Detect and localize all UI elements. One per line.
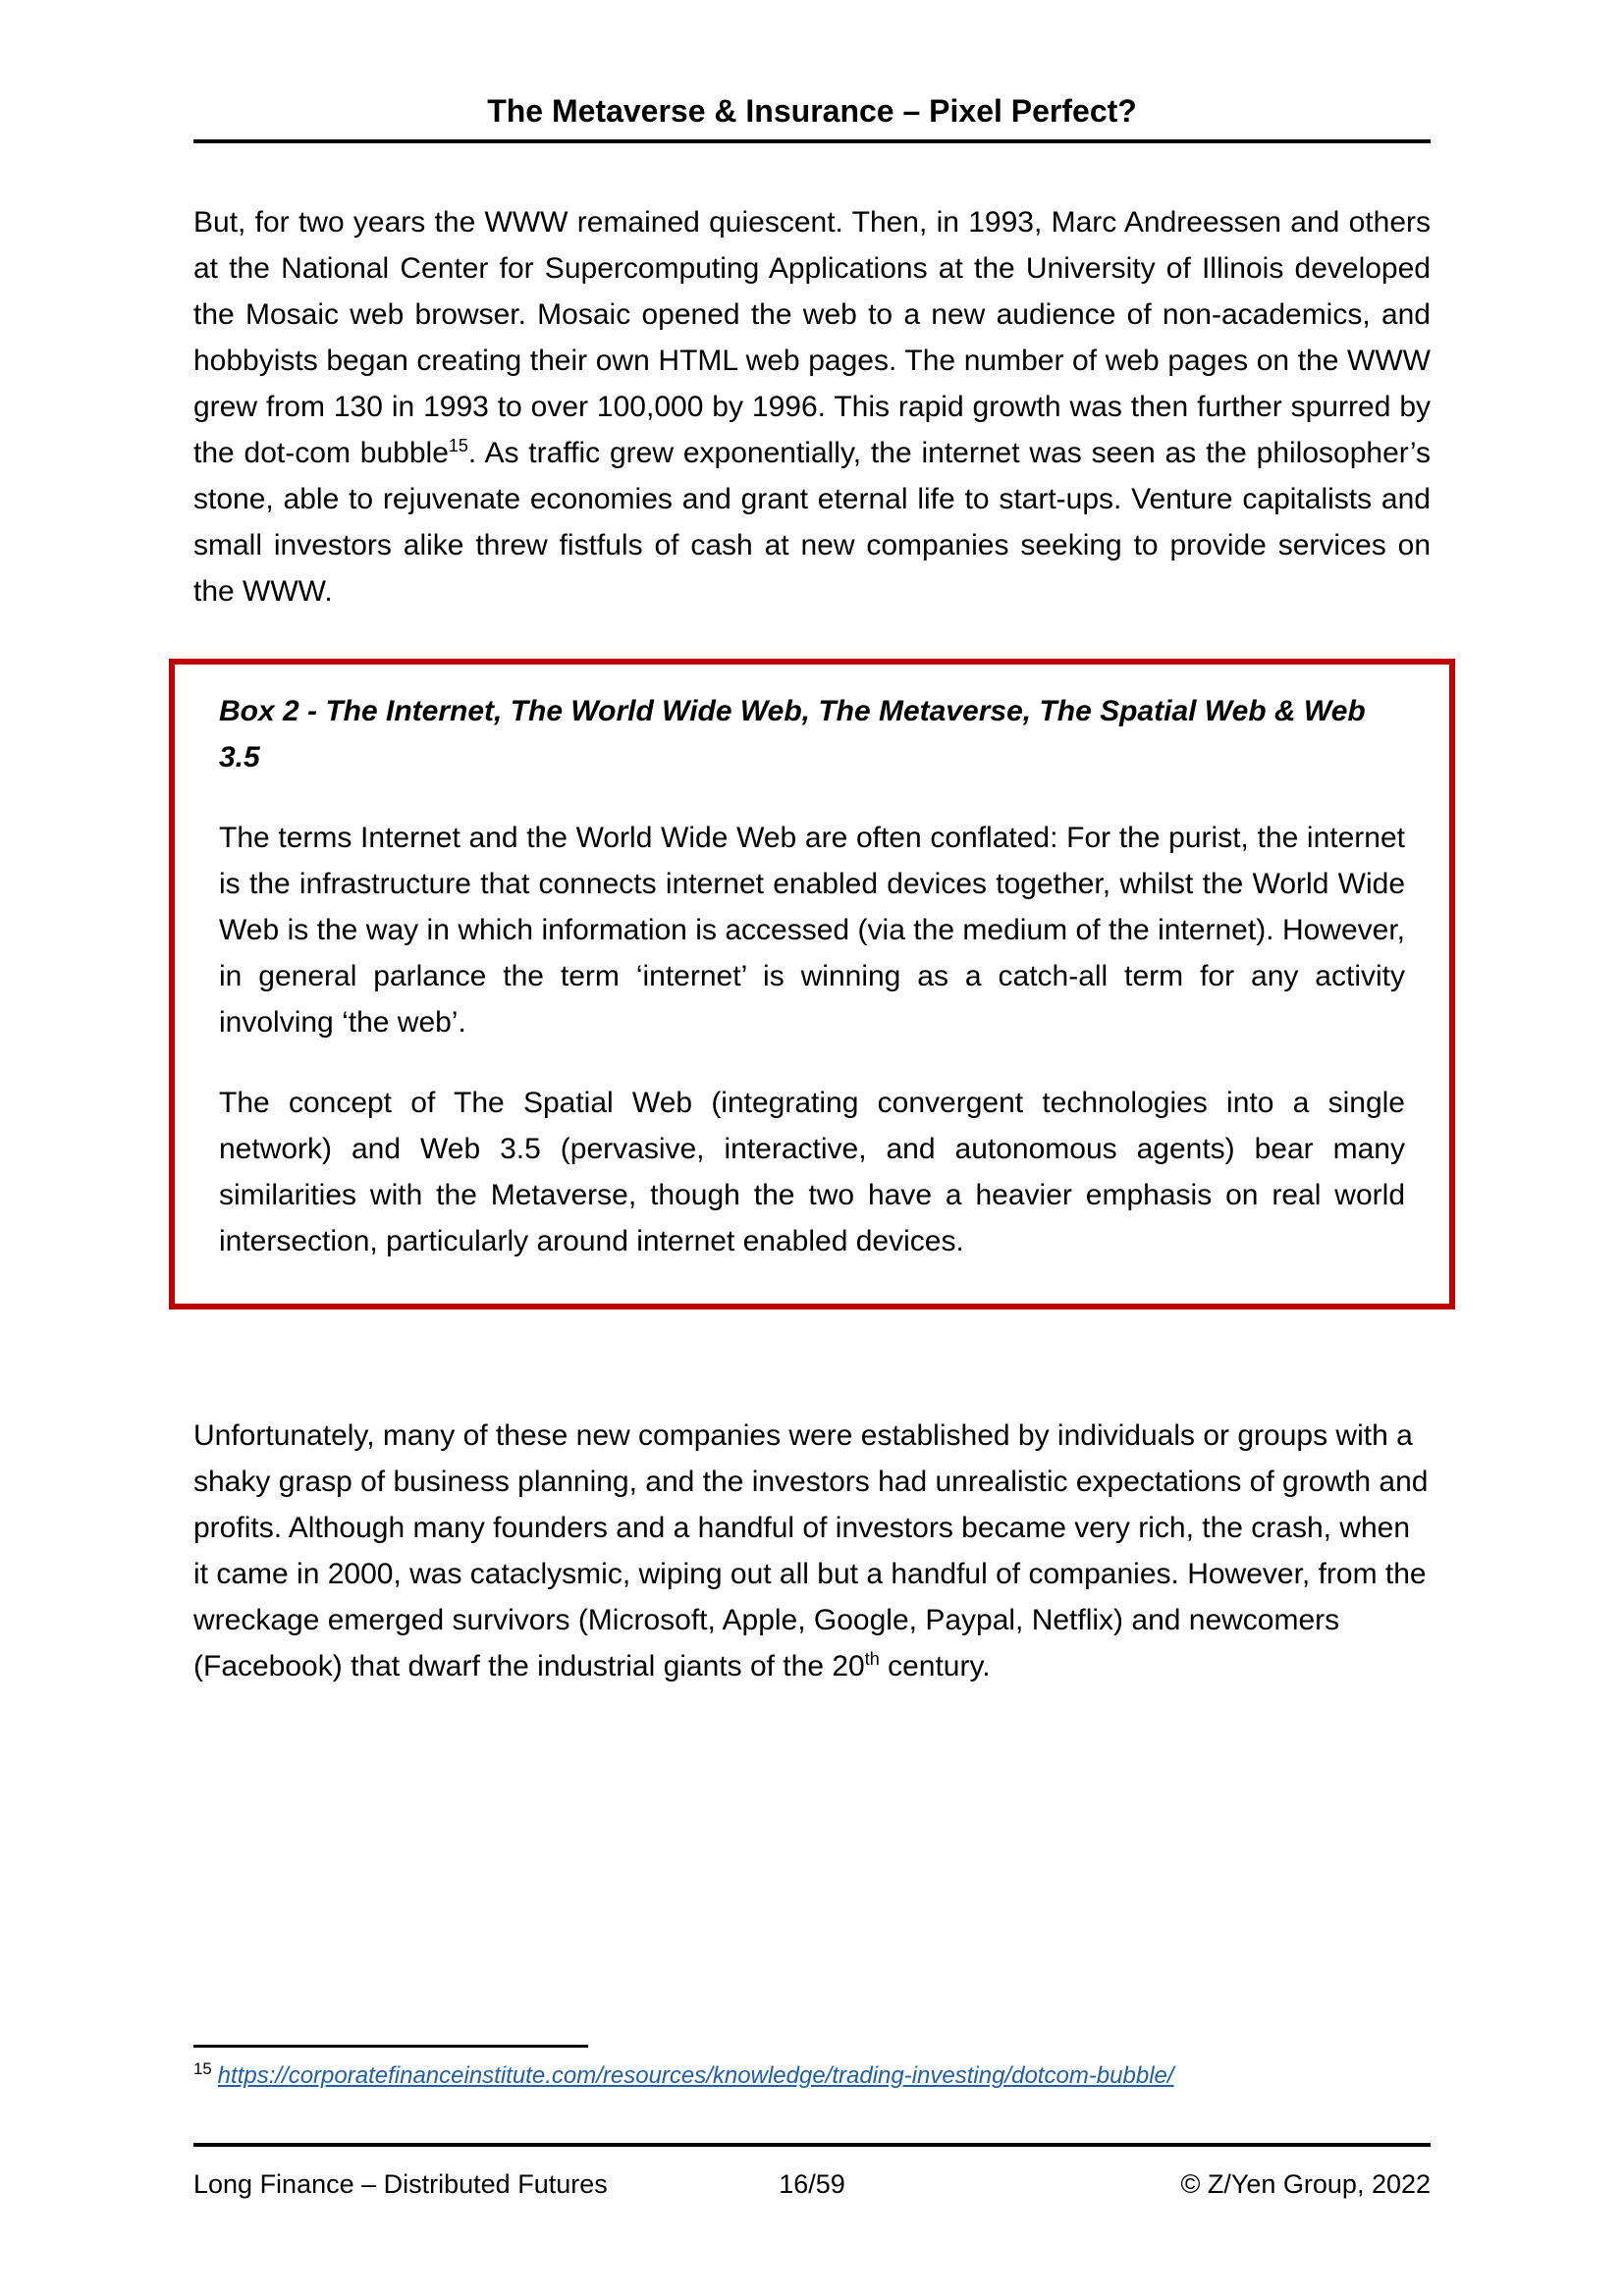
box2-paragraph-internet-vs-www: The terms Internet and the World Wide Web are often conflated: For the purist, the internet is the infrastructure that connects internet enabled devices together, whilst the World Wide Web is the way in which information is accessed (via the medium of the internet). However, in general parlance the term ‘internet’ is winning as a catch-all term for any activity involving ‘the web’. xyxy=(219,822,1405,1039)
paragraph-text: Unfortunately, many of these new companies were established by individuals or groups with a shaky grasp of business planning, and the investors had unrealistic expectations of growth and profits. Although many founders and a handful of investors became very rich, the crash, when it came in 2000, was cataclysmic, wiping out all but a handful of companies. However, from the wreckage emerged survivors (Microsoft, Apple, Google, Paypal, Netflix) and newcomers (Facebook) that dwarf the industrial giants of the 20 xyxy=(193,1419,1429,1682)
ordinal-superscript: th xyxy=(864,1649,880,1669)
box2-title: Box 2 - The Internet, The World Wide Web, The Metaverse, The Spatial Web & Web 3.5 xyxy=(219,695,1366,774)
footnote-url-link[interactable]: https://corporatefinanceinstitute.com/resources/knowledge/trading-investing/dotcom-bubble/ xyxy=(217,2062,1174,2089)
footnote-15 xyxy=(193,2059,1431,2093)
page-footer xyxy=(193,2166,1431,2202)
footer-divider xyxy=(193,2143,1431,2147)
paragraph-text: But, for two years the WWW remained quiescent. Then, in 1993, Marc Andreessen and others at the National Center for Supercomputing Applications at the University of Illinois developed the Mosaic web browser. Mosaic opened the web to a new audience of non-academics, and hobbyists began creating their own HTML web pages. The number of web pages on the WWW grew from 130 in 1993 to over 100,000 by 1996. This rapid growth was then further spurred by the dot-com bubble xyxy=(193,206,1431,469)
footnote-reference-15: 15 xyxy=(448,436,468,455)
paragraph-text: . As traffic grew exponentially, the internet was seen as the philosopher’s stone, able to rejuvenate economies and grant eternal life to start-ups. Venture capitalists and small investors alike threw fistfuls of cash at new companies seeking to provide services on the WWW. xyxy=(193,437,1431,608)
footer-page-number: 16/59 xyxy=(779,2169,845,2199)
paragraph-text: century. xyxy=(879,1650,991,1682)
footnote-divider xyxy=(193,2045,588,2048)
box2-paragraph-spatial-web: The concept of The Spatial Web (integrating convergent technologies into a single network) and Web 3.5 (pervasive, interactive, and autonomous agents) bear many similarities with the Metaverse, though the two have a heavier emphasis on real world intersection, particularly around internet enabled devices. xyxy=(219,1087,1405,1257)
paragraph-dotcom-crash xyxy=(193,1413,1431,1689)
footer-publication-name: Long Finance – Distributed Futures xyxy=(193,2169,608,2199)
paragraph-www-history xyxy=(193,199,1431,614)
page-header-title: The Metaverse & Insurance – Pixel Perfect? xyxy=(487,93,1137,129)
header-divider xyxy=(193,139,1431,143)
footer-copyright: © Z/Yen Group, 2022 xyxy=(1180,2169,1432,2199)
footnote-marker: 15 xyxy=(193,2059,212,2078)
box2-callout xyxy=(169,659,1455,1309)
